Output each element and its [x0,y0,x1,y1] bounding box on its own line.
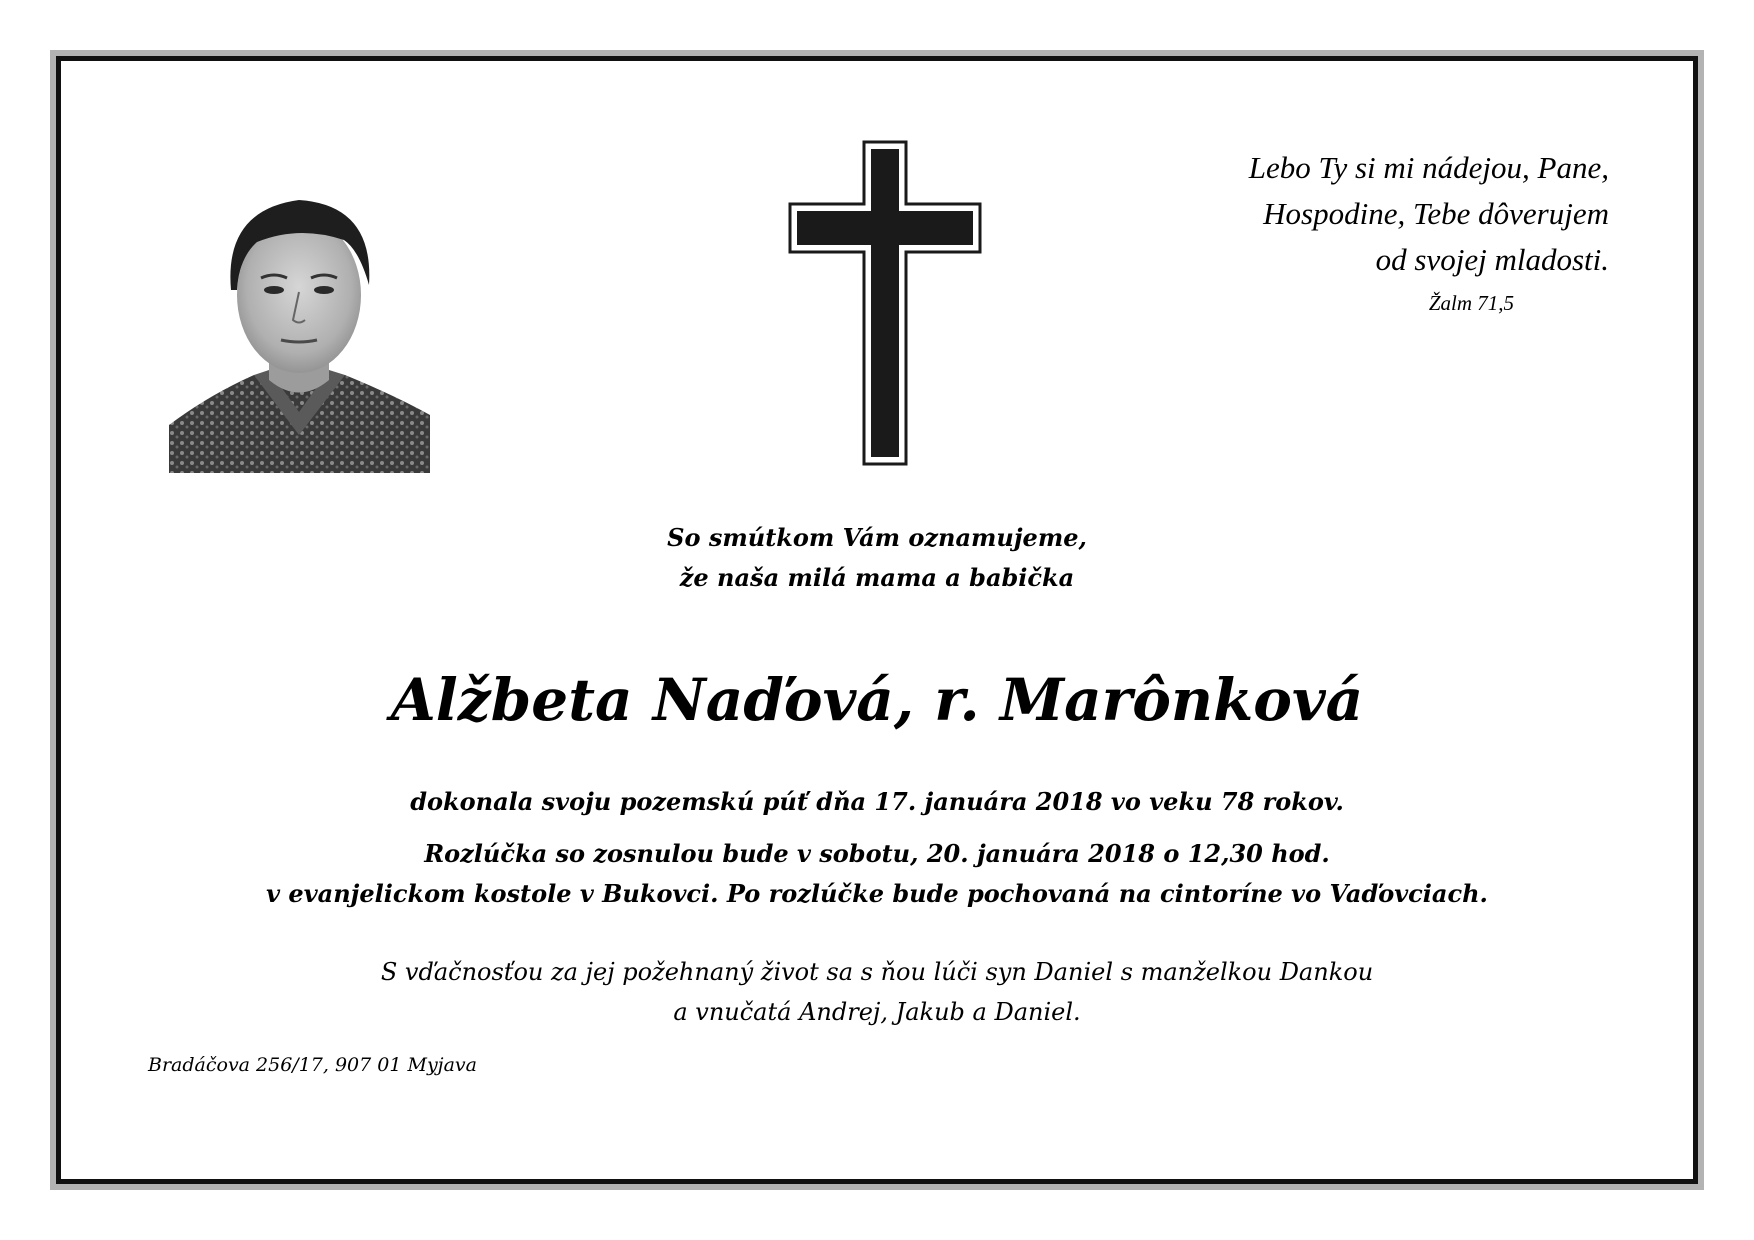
address: Bradáčova 256/17, 907 01 Myjava [148,1054,477,1076]
death-line: dokonala svoju pozemskú púť dňa 17. januára 2018 vo veku 78 rokov. [410,787,1344,816]
intro-line: že naša milá mama a babička [679,563,1075,592]
ceremony-line: Rozlúčka so zosnulou bude v sobotu, 20. januára 2018 o 12,30 hod. [424,839,1330,868]
announcement-intro [0,518,1754,598]
deceased-name: Alžbeta Naďová, r. Marônková [390,666,1364,734]
family-line: S vďačnosťou za jej požehnaný život sa s ňou lúči syn Daniel s manželkou Dankou [380,958,1374,986]
quote-line: od svojej mladosti. [1375,242,1609,277]
ceremony-line: v evanjelickom kostole v Bukovci. Po rozlúčke bude pochovaná na cintoríne vo Vaďovciach. [266,879,1488,908]
ceremony-info [0,834,1754,914]
family-line: a vnučatá Andrej, Jakub a Daniel. [673,998,1081,1026]
family-farewell [0,952,1754,1032]
quote-reference: Žalm 71,5 [1428,291,1514,315]
psalm-quote [1089,145,1609,323]
portrait-photo [169,180,430,473]
quote-line: Lebo Ty si mi nádejou, Pane, [1248,150,1609,185]
quote-line: Hospodine, Tebe dôverujem [1263,196,1609,231]
intro-line: So smútkom Vám oznamujeme, [667,523,1087,552]
cross-icon [788,140,982,466]
